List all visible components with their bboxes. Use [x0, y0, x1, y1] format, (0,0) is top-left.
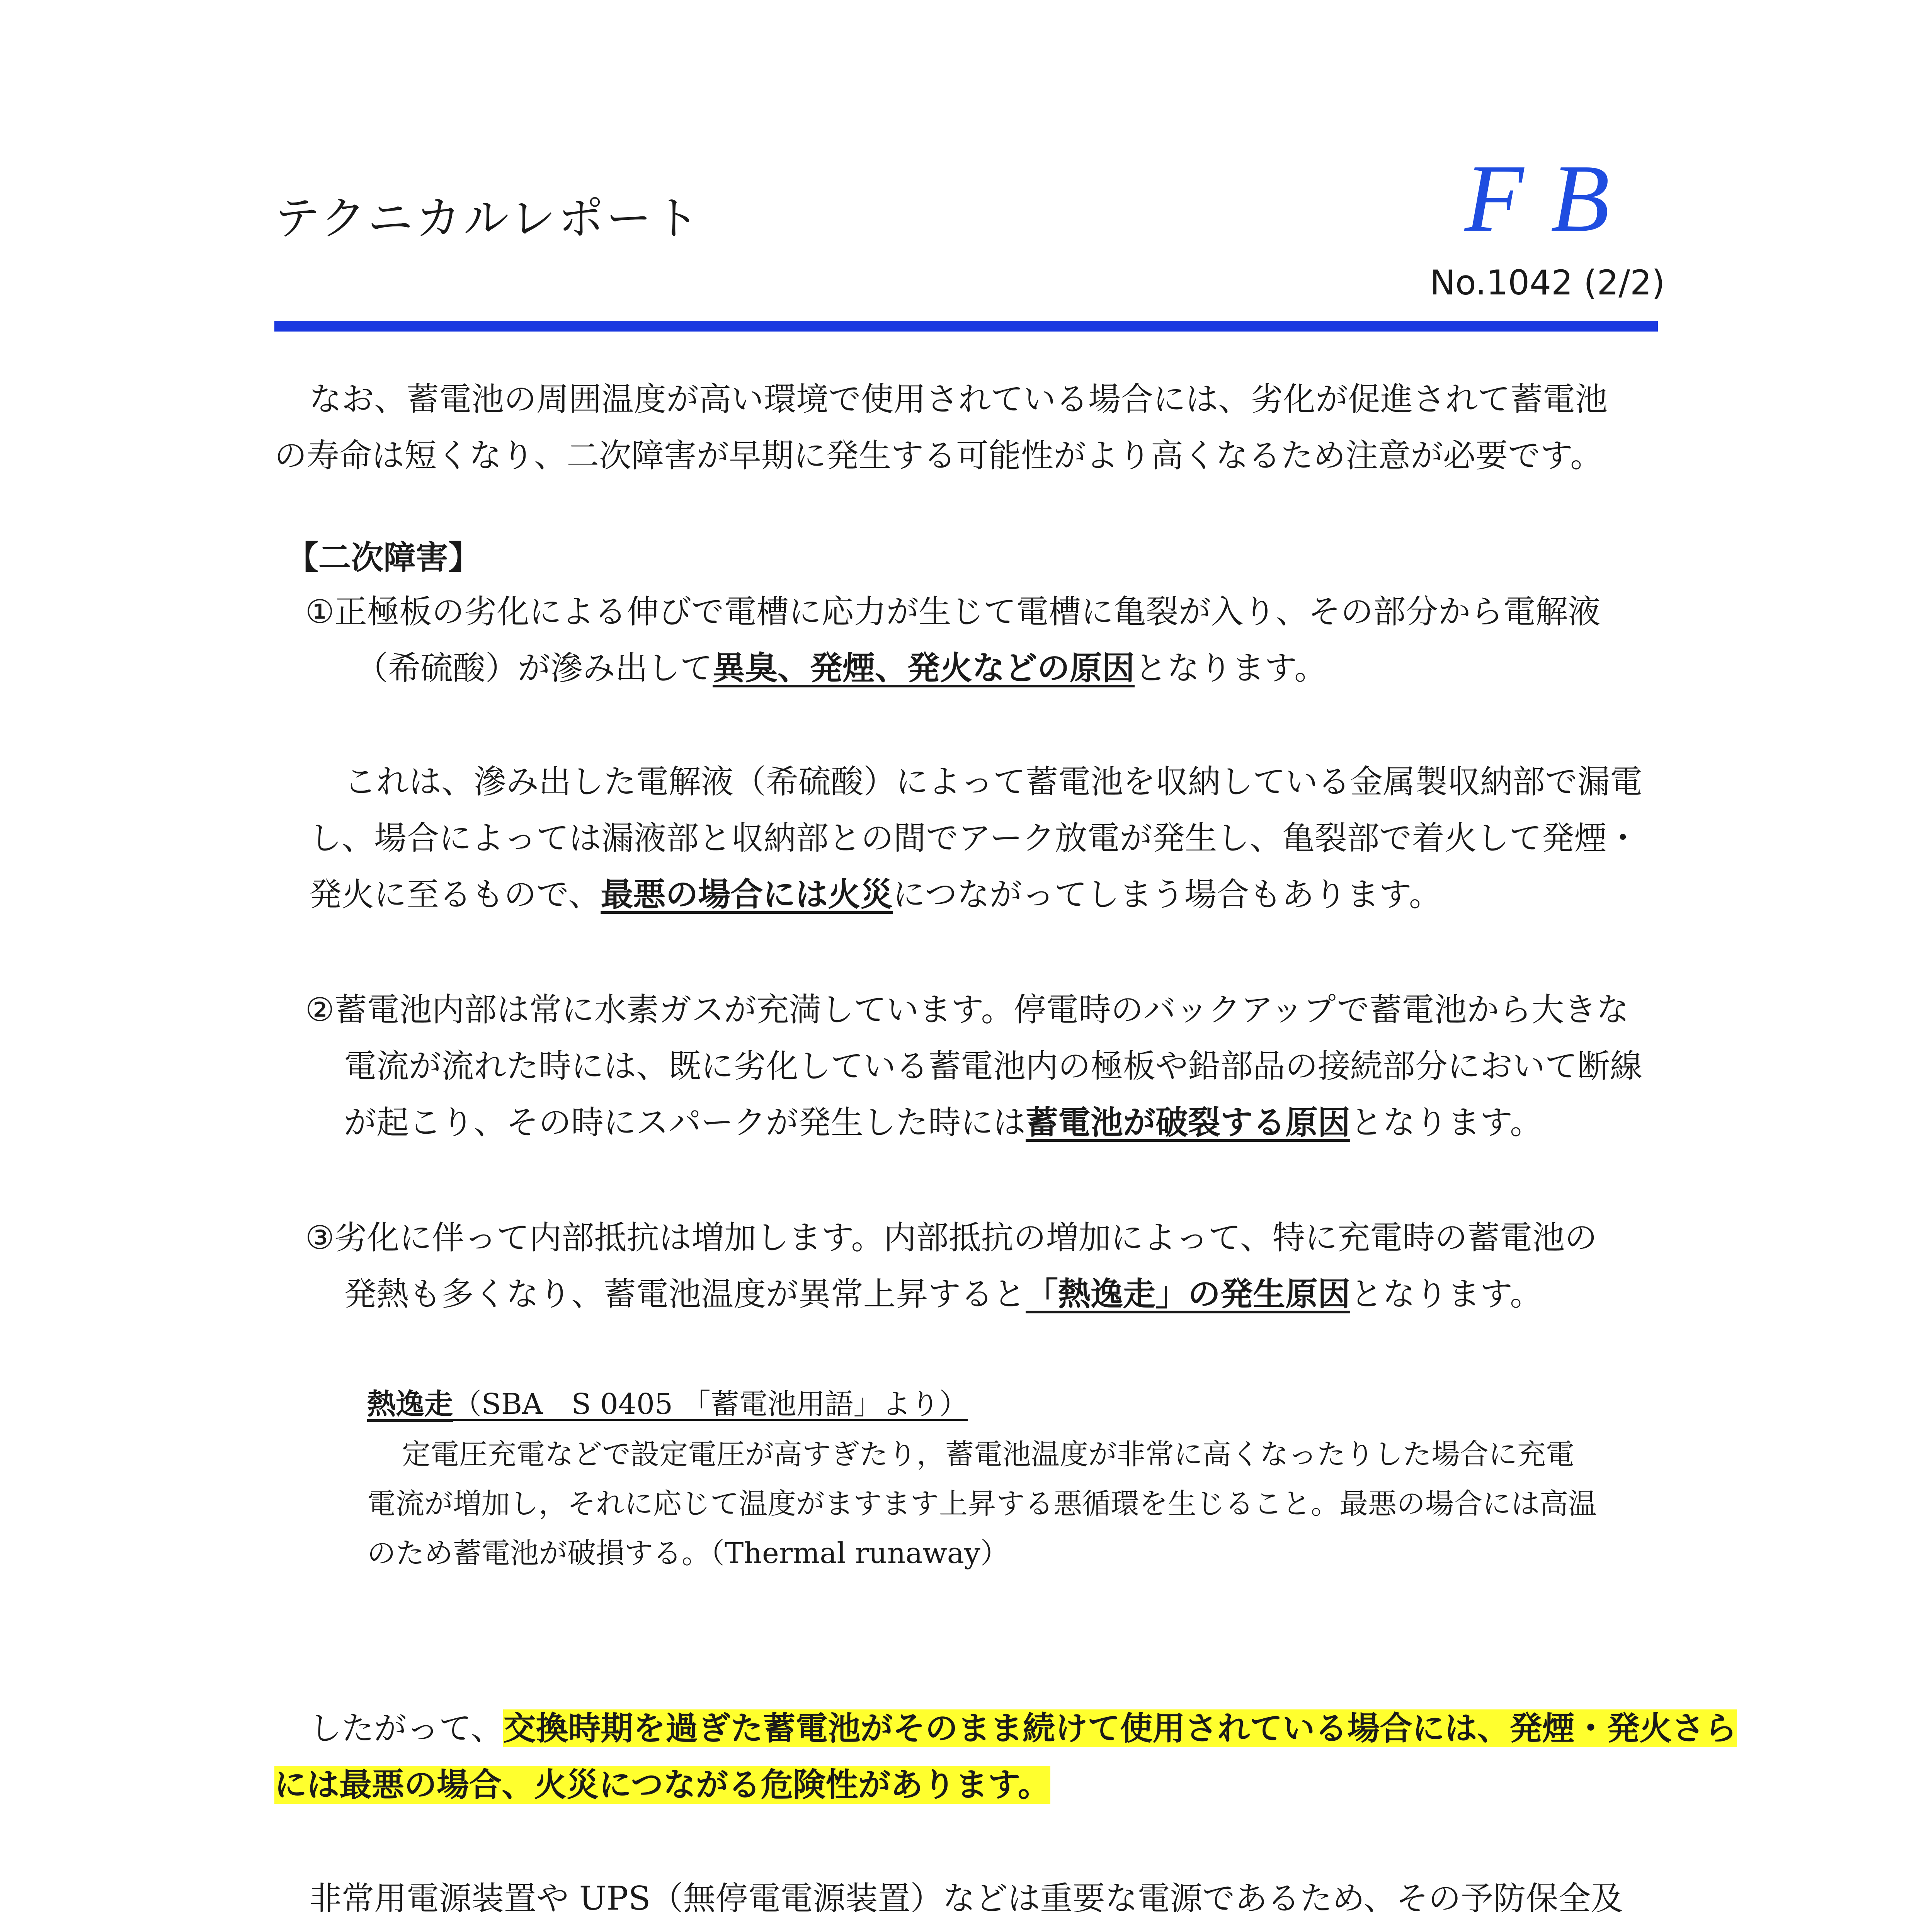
request-1-line-1: 非常用電源装置や UPS（無停電電源装置）などは重要な電源であるため、その予防保全及 [309, 1879, 1623, 1917]
definition-heading [367, 1379, 968, 1429]
item-2-emphasis: 蓄電池が破裂する原因 [1026, 1104, 1351, 1141]
company-logo: FB [1465, 145, 1637, 252]
conclusion-highlight-1: 交換時期を過ぎた蓄電池がそのまま続けて使用されている場合には、発煙・発火さら [503, 1709, 1737, 1747]
item-1-emphasis: 異臭、発煙、発火などの原因 [713, 649, 1135, 687]
request-1-line-2 [274, 1927, 1635, 1932]
definition-source: （SBA S 0405 「蓄電池用語」より） [453, 1388, 968, 1421]
item-1-marker: ① [305, 593, 335, 631]
item-2-line-1: ②蓄電池内部は常に水素ガスが充満しています。停電時のバックアップで蓄電池から大きな [305, 991, 1629, 1029]
item-3-line-1: ③劣化に伴って内部抵抗は増加します。内部抵抗の増加によって、特に充電時の蓄電池の [305, 1219, 1597, 1257]
definition-line-2: 電流が増加し，それに応じて温度がますます上昇する悪循環を生じること。最悪の場合には高温 [367, 1487, 1597, 1520]
explanation-line-2: し、場合によっては漏液部と収納部との間でアーク放電が発生し、亀裂部で着火して発煙・ [309, 819, 1639, 857]
item-1-line-1: ①正極板の劣化による伸びで電槽に応力が生じて電槽に亀裂が入り、その部分から電解液 [305, 593, 1601, 631]
header-divider [274, 321, 1658, 332]
item-3-marker: ③ [305, 1219, 335, 1257]
item-2-line-2: 電流が流れた時には、既に劣化している蓄電池内の極板や鉛部品の接続部分において断線 [344, 1047, 1643, 1085]
definition-line-3: のため蓄電池が破損する。（Thermal runaway） [367, 1537, 1009, 1570]
item-3-emphasis: 「熱逸走」の発生原因 [1026, 1275, 1351, 1313]
intro-line-1: なお、蓄電池の周囲温度が高い環境で使用されている場合には、劣化が促進されて蓄電池 [309, 380, 1608, 418]
conclusion-highlight-2: には最悪の場合、火災につながる危険性があります。 [274, 1766, 1050, 1804]
definition-line-1: 定電圧充電などで設定電圧が高すぎたり，蓄電池温度が非常に高くなったりした場合に充電 [402, 1438, 1574, 1471]
conclusion-line-2 [274, 1757, 1050, 1813]
explanation-line-1: これは、滲み出した電解液（希硫酸）によって蓄電池を収納している金属製収納部で漏電 [344, 763, 1643, 801]
item-2-line-3: が起こり、その時にスパークが発生した時には蓄電池が破裂する原因となります。 [344, 1104, 1543, 1141]
conclusion-line-1: したがって、交換時期を過ぎた蓄電池がそのまま続けて使用されている場合には、発煙・発火さら [309, 1709, 1737, 1747]
report-title: テクニカルレポート [274, 192, 702, 245]
item-2-marker: ② [305, 991, 335, 1029]
definition-term: 熱逸走 [367, 1388, 453, 1421]
intro-line-2: の寿命は短くなり、二次障害が早期に発生する可能性がより高くなるため注意が必要です。 [274, 437, 1603, 474]
explanation-emphasis: 最悪の場合には火災 [601, 876, 893, 913]
explanation-line-3: 発火に至るもので、最悪の場合には火災につながってしまう場合もあります。 [309, 876, 1441, 913]
document-number: No.1042 (2/2) [1430, 263, 1665, 303]
item-1-line-2: （希硫酸）が滲み出して異臭、発煙、発火などの原因となります。 [356, 649, 1327, 687]
secondary-heading: 【二次障害】 [286, 539, 481, 577]
item-3-line-2: 発熱も多くなり、蓄電池温度が異常上昇すると「熱逸走」の発生原因となります。 [344, 1275, 1543, 1313]
